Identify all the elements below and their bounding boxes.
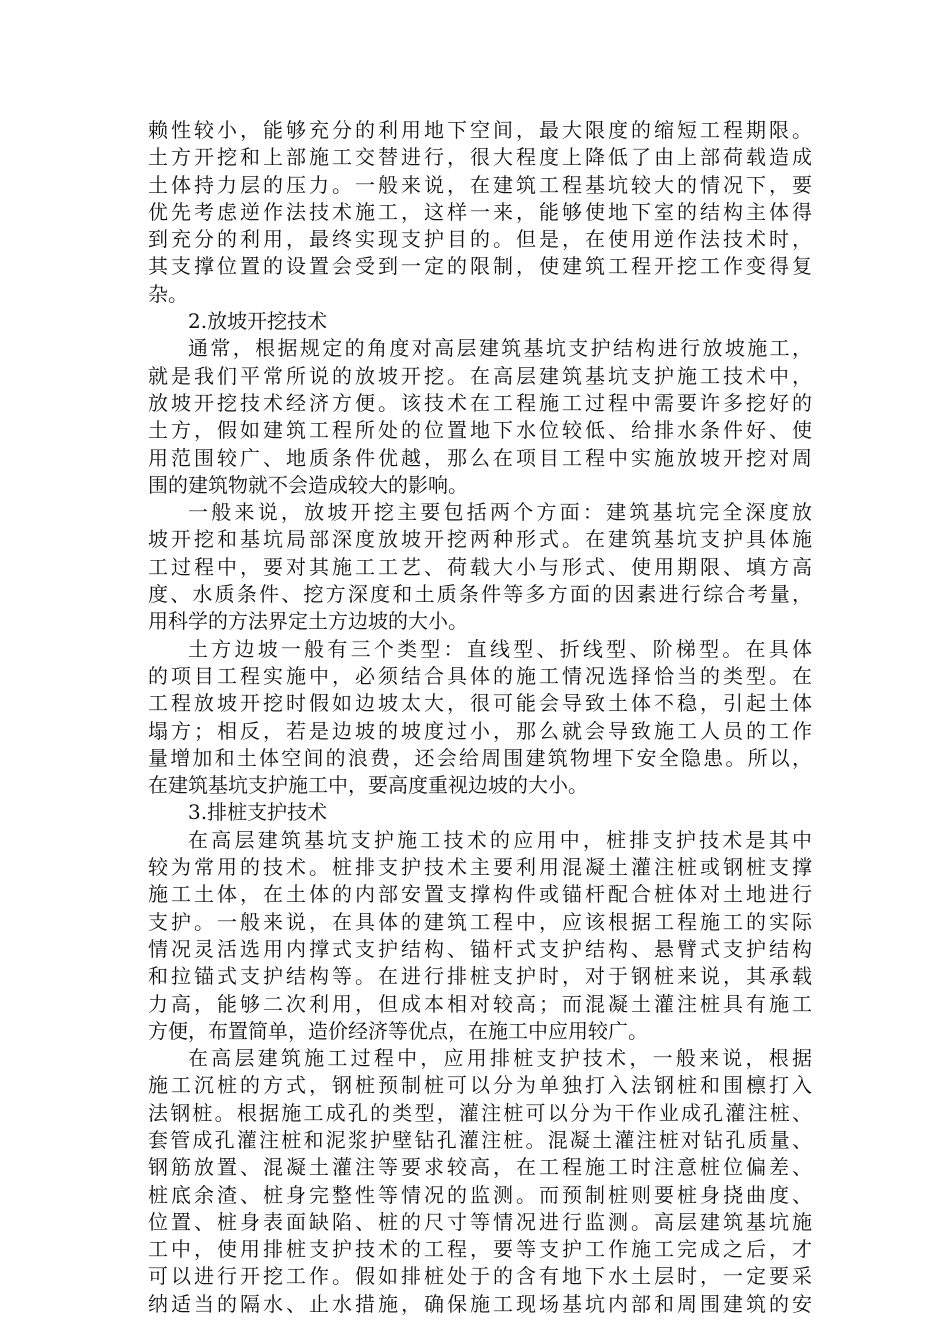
- text-line: 情况灵活选用内撑式支护结构、锚杆式支护结构、悬臂式支护结构: [148, 936, 812, 961]
- text-line: 施工沉桩的方式，钢桩预制桩可以分为单独打入法钢桩和围檩打入: [148, 1073, 812, 1098]
- body-paragraph: [148, 1045, 812, 1318]
- body-paragraph: [148, 499, 812, 635]
- text-line: 杂。: [148, 281, 188, 306]
- text-line: 其支撑位置的设置会受到一定的限制，使建筑工程开挖工作变得复: [148, 254, 812, 279]
- text-line: 塌方；相反，若是边坡的坡度过小，那么就会导致施工人员的工作: [148, 718, 812, 743]
- text-line: 通常，根据规定的角度对高层建筑基坑支护结构进行放坡施工，: [188, 336, 812, 361]
- text-line: 量增加和土体空间的浪费，还会给周围建筑物埋下安全隐患。所以，: [148, 745, 812, 770]
- text-line: 方便，布置简单，造价经济等优点，在施工中应用较广。: [148, 1018, 648, 1043]
- body-paragraph: [148, 636, 812, 800]
- body-paragraph: [148, 335, 812, 499]
- text-line: 力高，能够二次利用，但成本相对较高；而混凝土灌注桩具有施工: [148, 991, 812, 1016]
- text-line: 用科学的方法界定土方边坡的大小。: [148, 609, 468, 634]
- text-line: 和拉锚式支护结构等。在进行排桩支护时，对于钢桩来说，其承载: [148, 964, 812, 989]
- text-line: 可以进行开挖工作。假如排桩处于的含有地下水土层时，一定要采: [148, 1264, 812, 1289]
- body-paragraph: [148, 827, 812, 1045]
- text-line: 法钢桩。根据施工成孔的类型，灌注桩可以分为干作业成孔灌注桩、: [148, 1100, 812, 1125]
- text-line: 赖性较小，能够充分的利用地下空间，最大限度的缩短工程期限。: [148, 118, 812, 142]
- text-line: 一般来说，放坡开挖主要包括两个方面：建筑基坑完全深度放: [188, 500, 812, 525]
- text-line: 在建筑基坑支护施工中，要高度重视边坡的大小。: [148, 773, 588, 798]
- article-body: [148, 117, 812, 1318]
- text-line: 放坡开挖技术经济方便。该技术在工程施工过程中需要许多挖好的: [148, 390, 812, 415]
- text-line: 钢筋放置、混凝土灌注等要求较高，在工程施工时注意桩位偏差、: [148, 1155, 812, 1180]
- text-line: 的项目工程实施中，必须结合具体的施工情况选择恰当的类型。在: [148, 663, 812, 688]
- text-line: 土体持力层的压力。一般来说，在建筑工程基坑较大的情况下，要: [148, 172, 812, 197]
- section-heading: 3.排桩支护技术: [188, 800, 328, 825]
- text-line: 到充分的利用，最终实现支护目的。但是，在使用逆作法技术时，: [148, 227, 812, 252]
- section-heading: 2.放坡开挖技术: [188, 309, 328, 334]
- text-line: 工过程中，要对其施工工艺、荷载大小与形式、使用期限、填方高: [148, 554, 812, 579]
- text-line: 用范围较广、地质条件优越，那么在项目工程中实施放坡开挖对周: [148, 445, 812, 470]
- text-line: 套管成孔灌注桩和泥浆护壁钻孔灌注桩。混凝土灌注桩对钻孔质量、: [148, 1127, 812, 1152]
- text-line: 在高层建筑基坑支护施工技术的应用中，桩排支护技术是其中: [188, 827, 812, 852]
- text-line: 优先考虑逆作法技术施工，这样一来，能够使地下室的结构主体得: [148, 199, 812, 224]
- body-paragraph: [148, 117, 812, 308]
- text-line: 在高层建筑施工过程中，应用排桩支护技术，一般来说，根据: [188, 1046, 812, 1071]
- text-line: 施工土体，在土体的内部安置支撑构件或锚杆配合桩体对土地进行: [148, 882, 812, 907]
- text-line: 较为常用的技术。桩排支护技术主要利用混凝土灌注桩或钢桩支撑: [148, 855, 812, 880]
- text-line: 围的建筑物就不会造成较大的影响。: [148, 472, 468, 497]
- text-line: 工中，使用排桩支护技术的工程，要等支护工作施工完成之后，才: [148, 1237, 812, 1262]
- text-line: 土方边坡一般有三个类型：直线型、折线型、阶梯型。在具体: [188, 636, 812, 661]
- text-line: 位置、桩身表面缺陷、桩的尺寸等情况进行监测。高层建筑基坑施: [148, 1209, 812, 1234]
- text-line: 土方开挖和上部施工交替进行，很大程度上降低了由上部荷载造成: [148, 145, 812, 170]
- text-line: 桩底余渣、桩身完整性等情况的监测。而预制桩则要桩身挠曲度、: [148, 1182, 812, 1207]
- text-line: 度、水质条件、挖方深度和土质条件等多方面的因素进行综合考量，: [148, 582, 812, 607]
- text-line: 就是我们平常所说的放坡开挖。在高层建筑基坑支护施工技术中，: [148, 363, 812, 388]
- text-line: 纳适当的隔水、止水措施，确保施工现场基坑内部和周围建筑的安: [148, 1291, 812, 1316]
- text-line: 支护。一般来说，在具体的建筑工程中，应该根据工程施工的实际: [148, 909, 812, 934]
- text-line: 工程放坡开挖时假如边坡太大，很可能会导致土体不稳，引起土体: [148, 691, 812, 716]
- text-line: 坡开挖和基坑局部深度放坡开挖两种形式。在建筑基坑支护具体施: [148, 527, 812, 552]
- text-line: 土方，假如建筑工程所处的位置地下水位较低、给排水条件好、使: [148, 418, 812, 443]
